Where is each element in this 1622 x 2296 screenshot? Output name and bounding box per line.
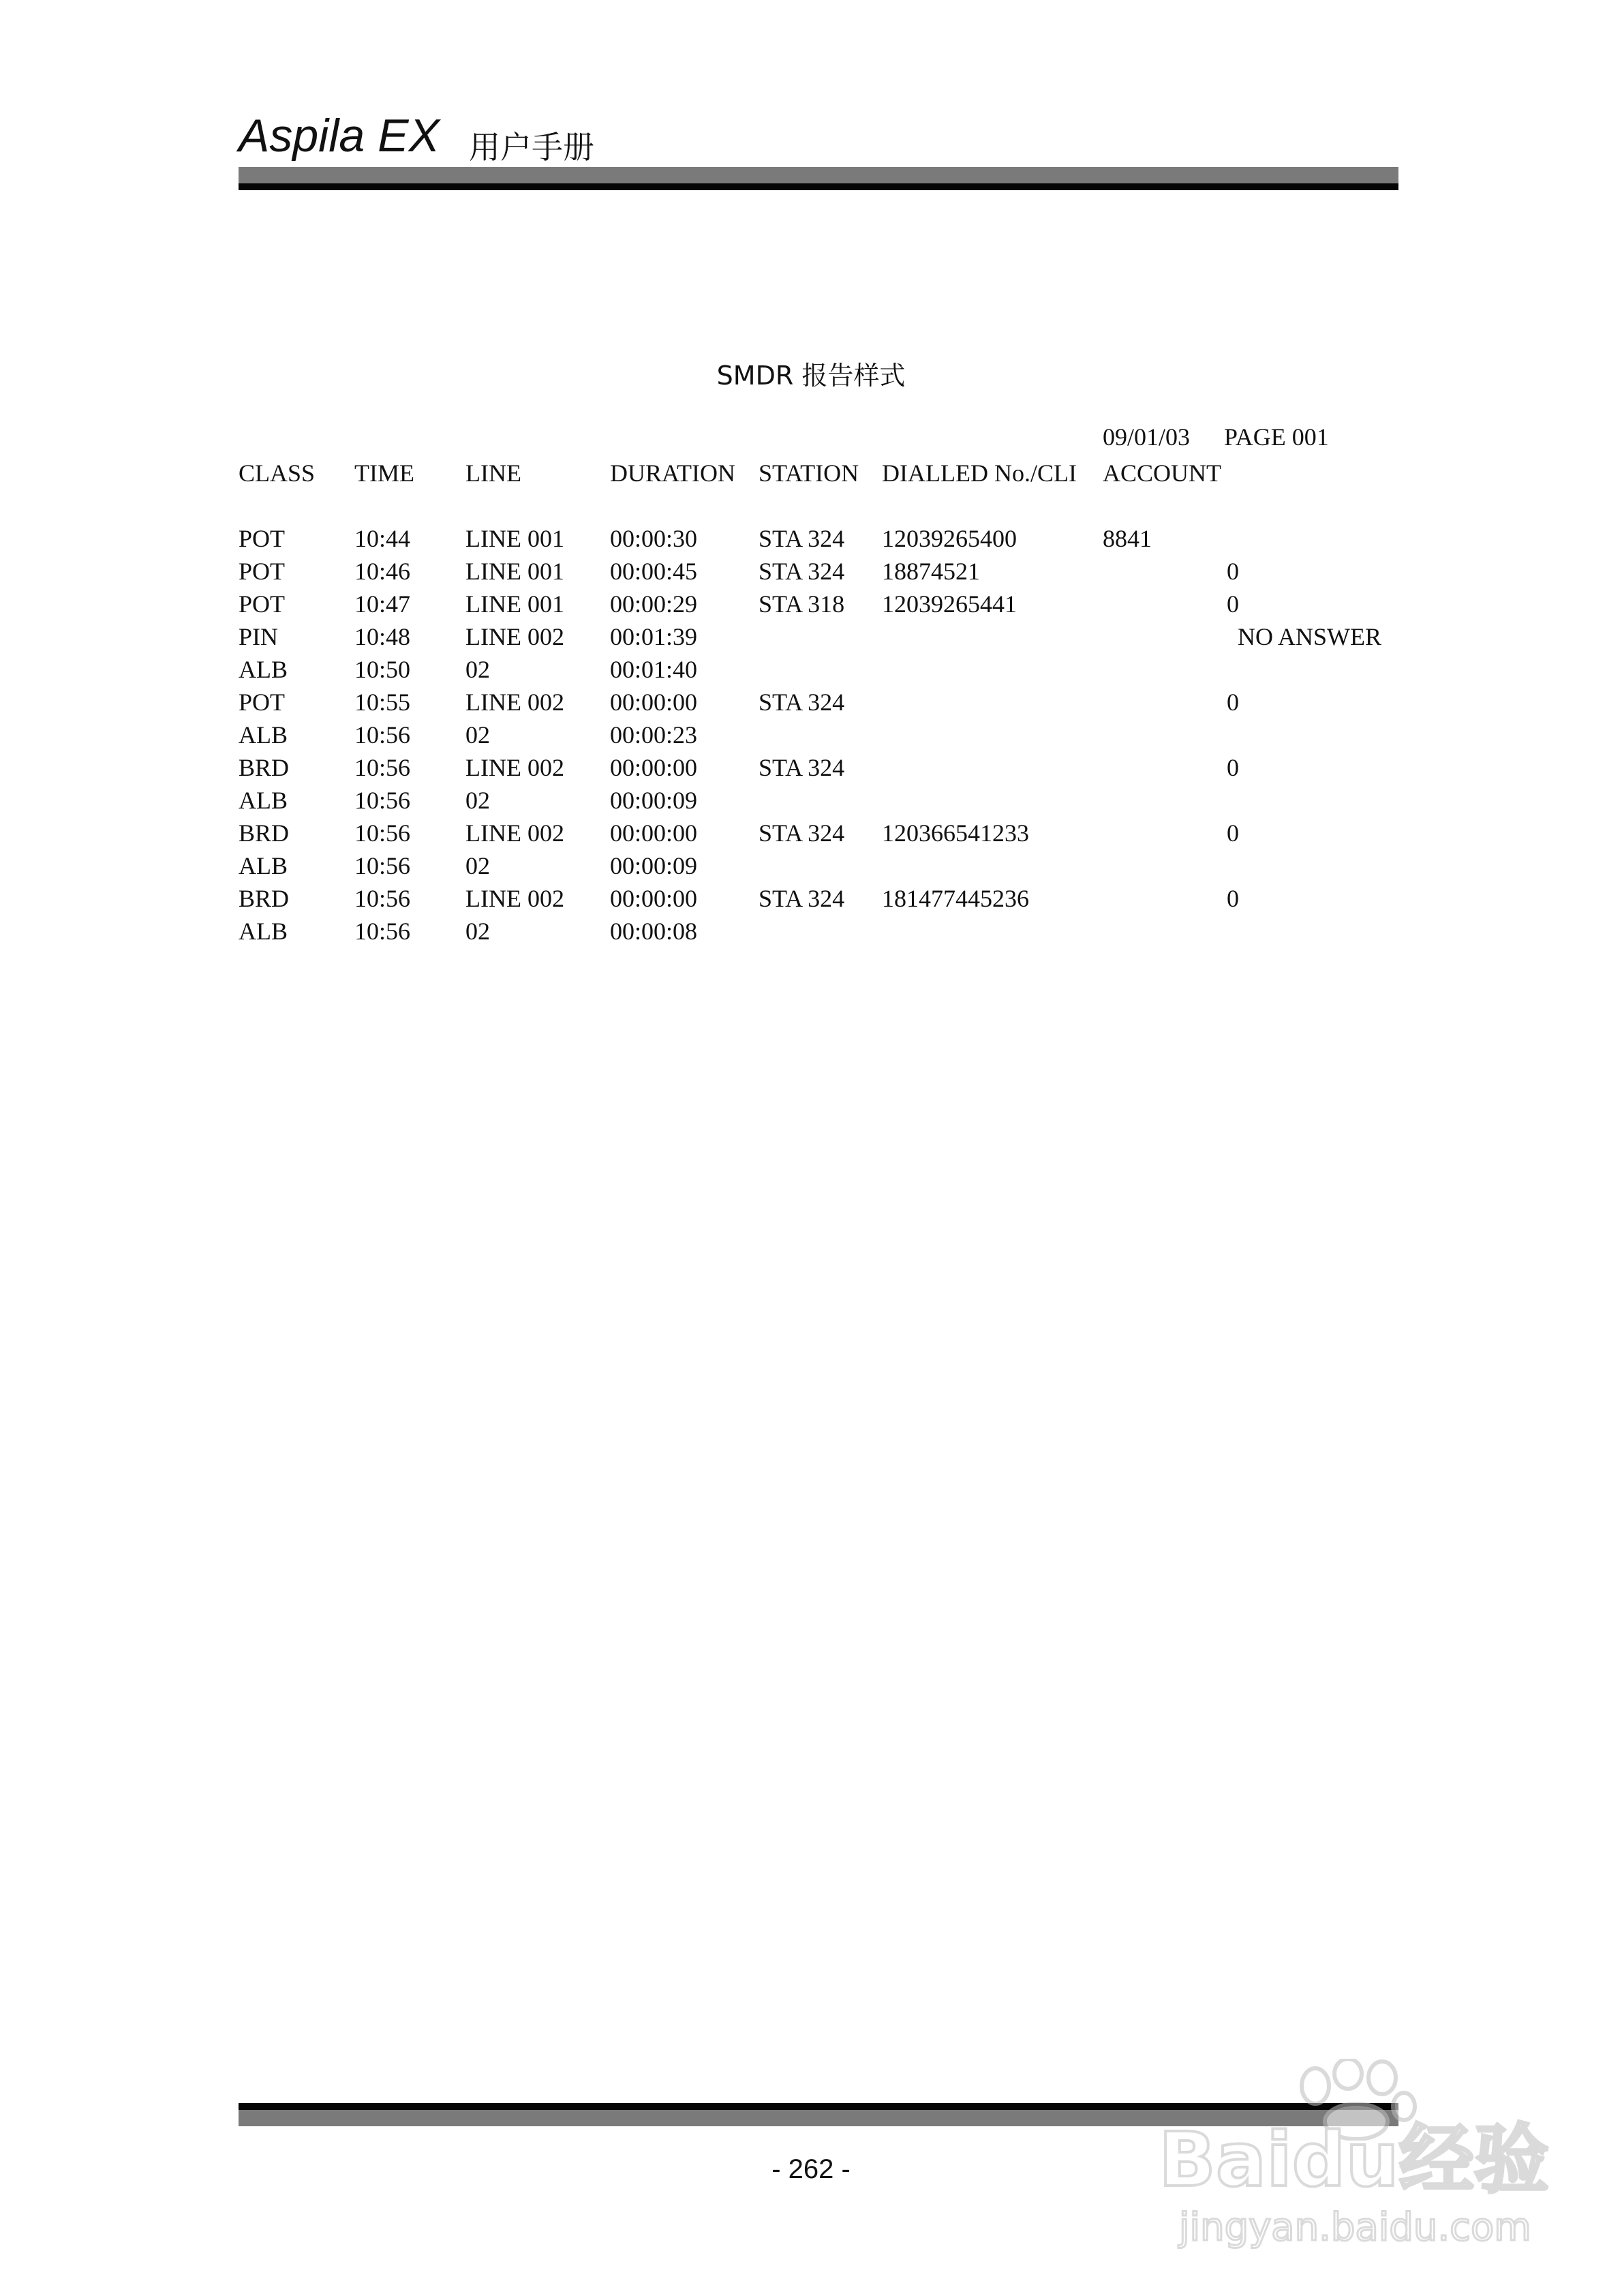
cell-station: STA 324 <box>759 558 845 585</box>
cell-extra: 0 <box>1227 754 1239 781</box>
cell-dialled: 12039265441 <box>882 590 1017 618</box>
header-rule <box>239 167 1398 190</box>
cell-time: 10:56 <box>354 721 411 749</box>
cell-extra: 0 <box>1227 590 1239 618</box>
cell-class: ALB <box>239 918 288 945</box>
cell-class: BRD <box>239 885 290 912</box>
cell-duration: 00:01:39 <box>610 623 698 650</box>
column-header-time: TIME <box>354 459 414 487</box>
cell-station: STA 324 <box>759 885 845 912</box>
header-title: Aspila EX <box>239 110 440 162</box>
cell-line: 02 <box>465 918 490 945</box>
cell-duration: 00:00:29 <box>610 590 698 618</box>
cell-class: POT <box>239 558 286 585</box>
cell-line: 02 <box>465 721 490 749</box>
cell-station: STA 324 <box>759 525 845 552</box>
cell-duration: 00:00:09 <box>610 852 698 879</box>
cell-station: STA 324 <box>759 754 845 781</box>
cell-time: 10:48 <box>354 623 411 650</box>
page-number: - 262 - <box>771 2154 851 2184</box>
cell-duration: 00:00:00 <box>610 885 698 912</box>
cell-time: 10:56 <box>354 918 411 945</box>
cell-time: 10:55 <box>354 689 411 716</box>
cell-duration: 00:00:00 <box>610 754 698 781</box>
cell-time: 10:47 <box>354 590 411 618</box>
cell-class: ALB <box>239 852 288 879</box>
cell-line: LINE 002 <box>465 885 564 912</box>
baidu-watermark <box>1159 2059 1549 2270</box>
cell-dialled: 120366541233 <box>882 819 1029 847</box>
watermark-logo: Baidu经验 <box>1159 2116 1549 2203</box>
cell-extra: 0 <box>1227 558 1239 585</box>
cell-time: 10:56 <box>354 885 411 912</box>
watermark-url: jingyan.baidu.com <box>1179 2205 1531 2250</box>
cell-duration: 00:00:09 <box>610 787 698 814</box>
cell-station: STA 324 <box>759 819 845 847</box>
cell-time: 10:44 <box>354 525 411 552</box>
cell-line: LINE 001 <box>465 525 564 552</box>
cell-line: LINE 002 <box>465 689 564 716</box>
cell-class: PIN <box>239 623 279 650</box>
report-page: PAGE 001 <box>1224 423 1329 451</box>
cell-line: LINE 001 <box>465 558 564 585</box>
header-subtitle: 用户手册 <box>469 129 594 166</box>
cell-line: LINE 002 <box>465 623 564 650</box>
cell-time: 10:56 <box>354 852 411 879</box>
cell-time: 10:50 <box>354 656 411 683</box>
report-date: 09/01/03 <box>1103 423 1191 451</box>
cell-class: BRD <box>239 754 290 781</box>
column-header-station: STATION <box>759 459 859 487</box>
cell-station: STA 318 <box>759 590 845 618</box>
cell-duration: 00:00:08 <box>610 918 698 945</box>
cell-duration: 00:00:23 <box>610 721 698 749</box>
cell-account: 8841 <box>1103 525 1152 552</box>
cell-time: 10:56 <box>354 819 411 847</box>
cell-class: ALB <box>239 721 288 749</box>
cell-class: ALB <box>239 656 288 683</box>
cell-duration: 00:00:30 <box>610 525 698 552</box>
cell-station: STA 324 <box>759 689 845 716</box>
cell-line: 02 <box>465 787 490 814</box>
cell-extra: NO ANSWER <box>1238 623 1382 650</box>
cell-duration: 00:01:40 <box>610 656 698 683</box>
cell-class: POT <box>239 525 286 552</box>
cell-class: POT <box>239 689 286 716</box>
cell-dialled: 18874521 <box>882 558 980 585</box>
cell-line: LINE 002 <box>465 754 564 781</box>
cell-line: 02 <box>465 656 490 683</box>
cell-class: POT <box>239 590 286 618</box>
column-header-account: ACCOUNT <box>1103 459 1222 487</box>
cell-duration: 00:00:45 <box>610 558 698 585</box>
cell-dialled: 12039265400 <box>882 525 1017 552</box>
column-header-class: CLASS <box>239 459 316 487</box>
cell-line: LINE 002 <box>465 819 564 847</box>
cell-class: ALB <box>239 787 288 814</box>
cell-duration: 00:00:00 <box>610 689 698 716</box>
cell-class: BRD <box>239 819 290 847</box>
column-header-line: LINE <box>465 459 521 487</box>
cell-line: LINE 001 <box>465 590 564 618</box>
cell-extra: 0 <box>1227 689 1239 716</box>
report-title: SMDR 报告样式 <box>716 361 906 391</box>
cell-extra: 0 <box>1227 885 1239 912</box>
column-header-dialled: DIALLED No./CLI <box>882 459 1077 487</box>
column-header-duration: DURATION <box>610 459 735 487</box>
cell-time: 10:56 <box>354 754 411 781</box>
cell-duration: 00:00:00 <box>610 819 698 847</box>
cell-line: 02 <box>465 852 490 879</box>
cell-time: 10:56 <box>354 787 411 814</box>
cell-dialled: 181477445236 <box>882 885 1029 912</box>
cell-extra: 0 <box>1227 819 1239 847</box>
cell-time: 10:46 <box>354 558 411 585</box>
